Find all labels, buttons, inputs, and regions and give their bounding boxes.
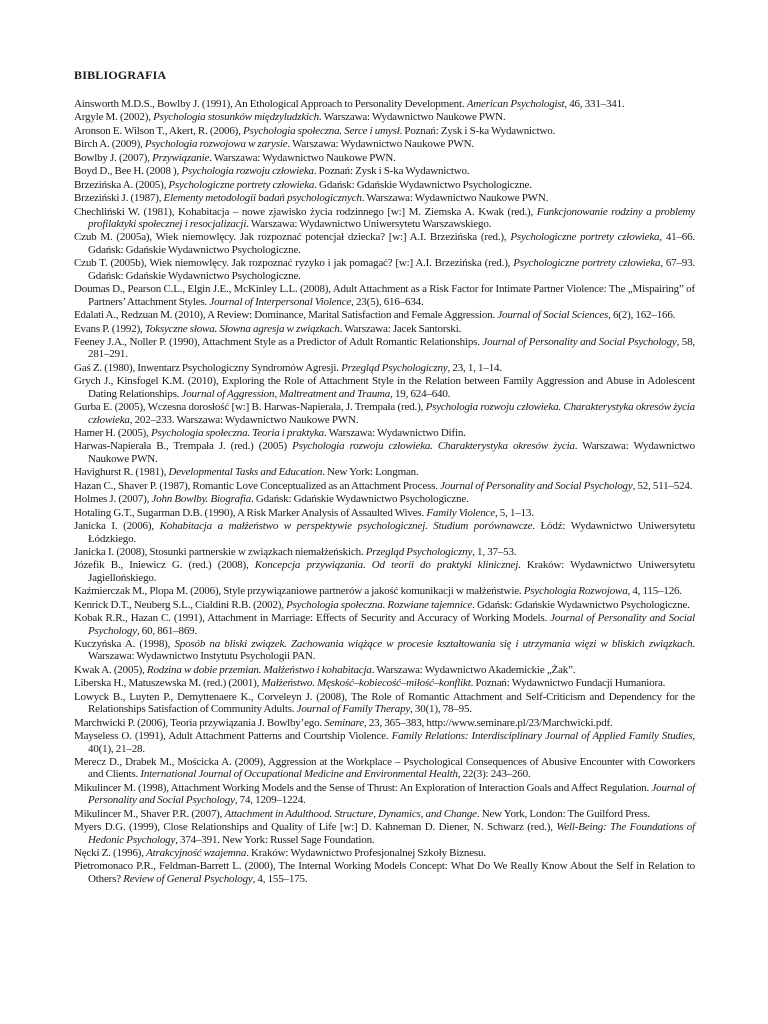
reference-italic-title: Małżeństwo. Męskość–kobiecość–miłość–konflikt [261, 677, 471, 690]
reference-text: , 23(5), 616–634. [351, 295, 424, 308]
reference-text: Nęcki Z. (1996), [74, 847, 147, 860]
reference-italic-title: Koncepcja przywiązania. Od teorii do praktyki klinicznej [254, 559, 519, 572]
reference-text: Doumas D., Pearson C.L., Elgin J.E., McKinley L.L. (2008), Adult Attachment as a Risk Factor for Intimate Partner Violence: The „Mispairing” of Partners’ Attachment Styles. [74, 283, 695, 308]
reference-text: , 22(3): 243–260. [457, 768, 531, 781]
bibliography-heading: BIBLIOGRAFIA [74, 68, 167, 82]
reference-entry [74, 493, 695, 505]
reference-text: Kobak R.R., Hazan C. (1991), Attachment in Marriage: Effects of Security and Accuracy of Working Models. [74, 612, 551, 625]
reference-text: Merecz D., Drabek M., Mościcka A. (2009), Aggression at the Workplace – Psychological Consequences of Abusive Encounter with Coworkers and Clients. [74, 756, 695, 781]
reference-text: Birch A. (2009), [74, 138, 145, 151]
reference-entry [74, 362, 695, 374]
reference-text: Harwas-Napierała B., Trempała J. (red.) (2005) [74, 440, 293, 453]
reference-entry [74, 638, 695, 663]
reference-text: , 4, 115–126. [627, 585, 682, 598]
reference-text: Argyle M. (2002), [74, 111, 154, 124]
reference-text: Kenrick D.T., Neuberg S.L., Cialdini R.B. (2002), [74, 598, 287, 611]
reference-text: Gaś Z. (1980), Inwentarz Psychologiczny Syndromów Agresji. [74, 361, 342, 374]
reference-text: Hotaling G.T., Sugarman D.B. (1990), A Risk Marker Analysis of Assaulted Wives. [74, 506, 427, 519]
reference-italic-title: Psychologia rozwoju człowieka [181, 165, 314, 178]
reference-entry [74, 323, 695, 335]
reference-entry [74, 283, 695, 308]
reference-entry [74, 559, 695, 584]
reference-entry [74, 440, 695, 465]
reference-entry [74, 309, 695, 321]
reference-text: . Kraków: Wydawnictwo Profesjonalnej Szkoły Biznesu. [246, 847, 486, 860]
reference-entry [74, 520, 695, 545]
reference-italic-title: Przywiązanie [152, 151, 210, 164]
reference-italic-title: Well-Being: The Foundations of Hedonic Psychology [88, 821, 695, 846]
reference-text: , 60, 861–869. [136, 624, 198, 637]
reference-entry [74, 165, 695, 177]
reference-text: . Warszawa: Wydawnictwo Difin. [323, 427, 466, 439]
reference-entry [74, 179, 695, 191]
reference-italic-title: Psychologiczne portrety człowieka [510, 231, 660, 244]
reference-text: , 52, 511–524. [632, 479, 693, 492]
reference-italic-title: Attachment in Adulthood. Structure, Dynamics, and Change [224, 807, 477, 820]
reference-italic-title: Developmental Tasks and Education [168, 466, 323, 479]
reference-italic-title: Psychologia Rozwojowa [523, 585, 628, 598]
reference-italic-title: Psychologiczne portrety człowieka [168, 178, 315, 191]
reference-italic-title: Przegląd Psychologiczny [365, 545, 473, 558]
reference-text: , 374–391. New York: Russel Sage Foundation. [175, 833, 375, 846]
reference-entry [74, 546, 695, 558]
reference-text: . Poznań: Zysk i S-ka Wydawnictwo. [313, 165, 470, 178]
reference-italic-title: Rodzina w dobie przemian. Małżeństwo i kohabitacja [146, 663, 372, 676]
reference-list [74, 98, 695, 885]
reference-italic-title: Psychologia stosunków międzyludzkich [153, 111, 319, 124]
bibliography-page [74, 68, 695, 886]
reference-text: , 23, 1, 1–14. [447, 361, 502, 374]
reference-text: , 202–233. Warszawa: Wydawnictwo Naukowe PWN. [129, 413, 359, 426]
reference-text: , 30(1), 78–95. [410, 703, 472, 716]
reference-text: Mikulincer M. (1998), Attachment Working Models and the Sense of Thrust: An Exploration of Interaction Goals and Affect Regulation. [74, 781, 652, 794]
reference-text: , 46, 331–341. [564, 98, 625, 110]
reference-text: . Warszawa: Wydawnictwo Naukowe PWN. [287, 138, 474, 151]
reference-italic-title: Journal of Social Sciences [497, 309, 609, 322]
reference-text: , 23, 365–383, http://www.seminare.pl/23/Marchwicki.pdf. [364, 716, 613, 729]
reference-entry [74, 111, 695, 123]
reference-entry [74, 507, 695, 519]
reference-entry [74, 612, 695, 637]
reference-text: . New York: Longman. [322, 466, 419, 479]
reference-entry [74, 427, 695, 439]
reference-entry [74, 782, 695, 807]
reference-italic-title: Psychologia rozwoju człowieka. Charakterystyka okresów życia [292, 440, 575, 453]
reference-text: . Warszawa: Wydawnictwo Instytutu Psychologii PAN. [88, 638, 695, 663]
reference-entry [74, 257, 695, 282]
reference-text: . Kraków: Wydawnictwo Uniwersytetu Jagiellońskiego. [88, 559, 695, 584]
reference-text: . Gdańsk: Gdańskie Wydawnictwo Psychologiczne. [472, 598, 690, 611]
reference-text: Kuczyńska A. (1998), [74, 638, 175, 651]
reference-italic-title: Atrakcyjność wzajemna [146, 847, 247, 860]
reference-entry [74, 466, 695, 478]
reference-italic-title: Journal of Personality and Social Psychology [440, 479, 633, 492]
reference-entry [74, 401, 695, 426]
reference-text: Myers D.G. (1999), Close Relationships and Quality of Life [w:] D. Kahneman D. Diener, N. Schwarz (red.), [74, 821, 557, 834]
reference-italic-title: American Psychologist [466, 98, 565, 110]
reference-text: . Łódź: Wydawnictwo Uniwersytetu Łódzkiego. [88, 520, 695, 545]
reference-text: Mikulincer M., Shaver P.R. (2007), [74, 807, 225, 820]
reference-entry [74, 206, 695, 231]
reference-italic-title: Sposób na bliski związek. Zachowania wiążące w procesie kształtowania się i utrzymania więzi w bliskich związkach [174, 638, 693, 651]
reference-text: Marchwicki P. (2006), Teoria przywiązania J. Bowlby’ego. [74, 716, 325, 729]
reference-text: . Warszawa: Wydawnictwo Naukowe PWN. [88, 440, 696, 465]
reference-entry [74, 585, 695, 597]
reference-italic-title: Family Relations: Interdisciplinary Journal of Applied Family Studies [391, 730, 693, 743]
reference-italic-title: Kohabitacja a małżeństwo w perspektywie psychologicznej. Studium porównawcze [159, 520, 533, 533]
reference-italic-title: Review of General Psychology [123, 872, 253, 885]
reference-italic-title: Psychologia społeczna. Serce i umysł [243, 124, 400, 137]
reference-italic-title: Psychologia społeczna. Teoria i praktyka [151, 427, 324, 439]
reference-text: Boyd D., Bee H. (2008 ), [74, 165, 182, 178]
reference-text: Czub M. (2005a), Wiek niemowlęcy. Jak rozpoznać potencjał dziecka? [w:] A.I. Brzezińska (red.), [74, 231, 511, 244]
reference-italic-title: John Bowlby. Biografia [151, 493, 252, 506]
reference-entry [74, 231, 695, 256]
reference-entry [74, 192, 695, 204]
reference-italic-title: Seminare [324, 716, 364, 729]
reference-text: Kaźmierczak M., Plopa M. (2006), Style przywiązaniowe partnerów a jakość komunikacji w małżeństwie. [74, 585, 524, 598]
reference-text: . Warszawa: Wydawnictwo Naukowe PWN. [361, 192, 549, 205]
reference-text: Czub T. (2005b), Wiek niemowlęcy. Jak rozpoznać ryzyko i jak pomagać? [w:] A.I. Brzezińska (red.), [74, 257, 514, 270]
reference-entry [74, 599, 695, 611]
reference-text: , 6(2), 162–166. [608, 309, 676, 322]
reference-italic-title: International Journal of Occupational Medicine and Environmental Health [140, 768, 458, 781]
reference-text: Pietromonaco P.R., Feldman-Barrett L. (2000), The Internal Working Models Concept: What Do We Really Know About the Self in Relation to Others? [74, 860, 695, 885]
reference-text: , 40(1), 21–28. [88, 730, 695, 755]
reference-text: . Warszawa: Jacek Santorski. [339, 322, 462, 335]
reference-text: , 5, 1–13. [494, 506, 534, 519]
reference-text: Havighurst R. (1981), [74, 466, 169, 479]
reference-italic-title: Journal of Personality and Social Psychology [88, 612, 695, 637]
reference-entry [74, 691, 695, 716]
reference-text: Janicka I. (2006), [74, 520, 160, 533]
reference-entry [74, 152, 695, 164]
reference-text: Brzezińska A. (2005), [74, 178, 169, 191]
reference-text: . Warszawa: Wydawnictwo Naukowe PWN. [318, 111, 506, 124]
reference-text: Gurba E. (2005), Wczesna dorosłość [w:] B. Harwas-Napierała, J. Trempała (red.), [74, 401, 426, 414]
reference-text: Hamer H. (2005), [74, 427, 151, 439]
reference-entry [74, 336, 695, 361]
reference-text: , 1, 37–53. [472, 545, 517, 558]
reference-text: Liberska H., Matuszewska M. (red.) (2001), [74, 677, 262, 690]
reference-italic-title: Elementy metodologii badań psychologicznych [163, 192, 362, 205]
reference-text: Mayseless O. (1991), Adult Attachment Patterns and Courtship Violence. [74, 730, 392, 743]
reference-text: Bowlby J. (2007), [74, 151, 153, 164]
reference-text: Edalati A., Redzuan M. (2010), A Review: Dominance, Marital Satisfaction and Female Aggression. [74, 309, 498, 322]
reference-text: , 4, 155–175. [252, 872, 308, 885]
reference-text: Grych J., Kinsfogel K.M. (2010), Exploring the Role of Attachment Style in the Relation between Family Aggression and Abuse in Adolescent Dating Relationships. [74, 375, 695, 400]
reference-text: , 19, 624–640. [390, 387, 451, 400]
reference-entry [74, 730, 695, 755]
reference-text: Hazan C., Shaver P. (1987), Romantic Love Conceptualized as an Attachment Process. [74, 479, 441, 492]
reference-text: Brzeziński J. (1987), [74, 192, 164, 205]
reference-text: . Gdańsk: Gdańskie Wydawnictwo Psychologiczne. [314, 178, 532, 191]
reference-entry [74, 821, 695, 846]
reference-text: . Poznań: Zysk i S-ka Wydawnictwo. [399, 124, 556, 137]
reference-italic-title: Journal of Family Therapy [296, 703, 411, 716]
reference-text: . Warszawa: Wydawnictwo Akademickie „Żak”. [371, 663, 576, 676]
reference-entry [74, 480, 695, 492]
reference-entry [74, 756, 695, 781]
reference-entry [74, 808, 695, 820]
reference-text: Ainsworth M.D.S., Bowlby J. (1991), An Ethological Approach to Personality Development. [74, 98, 467, 110]
reference-italic-title: Toksyczne słowa. Słowna agresja w związkach [144, 322, 340, 335]
reference-text: , 67–93. Gdańsk: Gdańskie Wydawnictwo Psychologiczne. [88, 257, 696, 282]
reference-entry [74, 375, 695, 400]
reference-entry [74, 125, 695, 137]
reference-text: . Warszawa: Wydawnictwo Uniwersytetu Warszawskiego. [246, 218, 492, 231]
reference-italic-title: Journal of Aggression, Maltreatment and Trauma [181, 387, 391, 400]
reference-text: . New York, London: The Guilford Press. [476, 807, 650, 820]
reference-italic-title: Journal of Personality and Social Psychology [482, 335, 677, 348]
reference-italic-title: Psychologia rozwojowa w zarysie [144, 138, 288, 151]
reference-entry [74, 847, 695, 859]
reference-text: Lowyck B., Luyten P., Demyttenaere K., Corveleyn J. (2008), The Role of Romantic Attachment and Self-Criticism and Dependency for the Relationships Satisfaction of Community Adults. [74, 690, 695, 716]
reference-italic-title: Journal of Personality and Social Psychology [88, 781, 695, 807]
reference-italic-title: Psychologiczne portrety człowieka [513, 257, 661, 270]
reference-entry [74, 860, 695, 885]
reference-italic-title: Journal of Interpersonal Violence [209, 295, 352, 308]
reference-entry [74, 677, 695, 689]
reference-text: Józefik B., Iniewicz G. (red.) (2008), [74, 559, 255, 572]
reference-entry [74, 98, 695, 110]
reference-entry [74, 138, 695, 150]
reference-text: Holmes J. (2007), [74, 493, 152, 506]
reference-text: . Poznań: Wydawnictwo Fundacji Humaniora. [470, 677, 666, 690]
reference-text: , 41–66. Gdańsk: Gdańskie Wydawnictwo Psychologiczne. [88, 231, 695, 256]
reference-italic-title: Psychologia rozwoju człowieka. Charakterystyka okresów życia człowieka [88, 401, 695, 426]
reference-text: Chechliński W. (1981), Kohabitacja – nowe zjawisko życia rodzinnego [w:] M. Ziemska A. Kwak (red.), [74, 205, 537, 218]
reference-italic-title: Psychologia społeczna. Rozwiane tajemnice [286, 598, 473, 611]
reference-text: Janicka I. (2008), Stosunki partnerskie w związkach niemałżeńskich. [74, 545, 366, 558]
reference-text: , 58, 281–291. [88, 335, 695, 361]
reference-text: , 74, 1209–1224. [234, 794, 306, 807]
reference-italic-title: Przegląd Psychologiczny [341, 361, 448, 374]
reference-text: Aronson E. Wilson T., Akert, R. (2006), [74, 124, 243, 137]
reference-entry [74, 664, 695, 676]
reference-italic-title: Family Violence [426, 506, 495, 519]
reference-text: Kwak A. (2005), [74, 663, 147, 676]
reference-text: . Warszawa: Wydawnictwo Naukowe PWN. [209, 151, 396, 164]
reference-text: Feeney J.A., Noller P. (1990), Attachment Style as a Predictor of Adult Romantic Relationships. [74, 335, 483, 348]
reference-text: . Gdańsk: Gdańskie Wydawnictwo Psychologiczne. [251, 493, 469, 506]
reference-text: Evans P. (1992), [74, 322, 145, 335]
reference-entry [74, 717, 695, 729]
reference-italic-title: Funkcjonowanie rodziny a problemy profilaktyki społecznej i resocjalizacji [88, 205, 695, 231]
